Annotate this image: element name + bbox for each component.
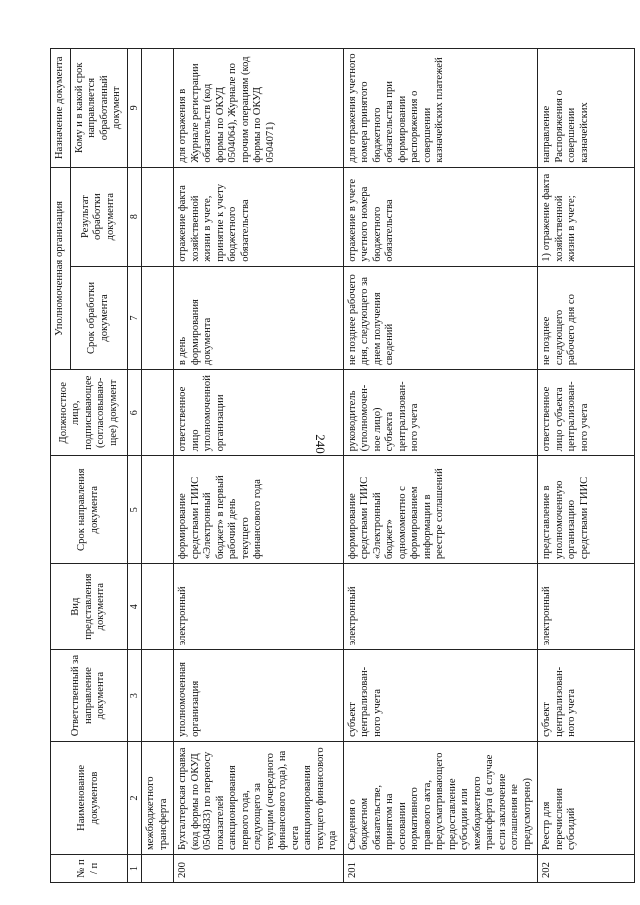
header-processing-deadline: Срок обработки документа bbox=[70, 266, 127, 369]
row-name: Бухгалтерская справка (код формы по ОКУД 0504833) по переносу показателей санкционирования первого года, следующего за текущим (очередного финансового года), на счета санкционирования текущего финансового года bbox=[174, 741, 344, 854]
row-official bbox=[142, 370, 174, 456]
table-row bbox=[538, 49, 635, 883]
header-num: № п / п bbox=[51, 855, 128, 883]
column-number: 3 bbox=[127, 650, 142, 742]
header-result: Результат обработки документа bbox=[70, 167, 127, 266]
table-row bbox=[174, 49, 344, 883]
row-name: Сведения о бюджетном обязательстве, принятом на основании нормативного правового акта, предусматривающего предоставление субсидии или межбюджетного трансферта (в случае если заключение соглашения не предусмотрено) bbox=[343, 741, 538, 854]
row-result bbox=[142, 167, 174, 266]
header-group-purpose: Назначение документа bbox=[51, 49, 71, 168]
header-name: Наименование документов bbox=[51, 741, 128, 854]
row-recipient: для отражения в Журнале регистрации обязательств (код формы по ОКУД 0504064), Журнале по прочим операциям (код формы по ОКУД 0504071) bbox=[174, 49, 344, 168]
table-row bbox=[142, 49, 174, 883]
row-result: 1) отражение факта хозяйственной жизни в учете; bbox=[538, 167, 635, 266]
row-responsible: субъект централизован- ного учета bbox=[343, 650, 538, 742]
header-responsible: Ответственный за направление документа bbox=[51, 650, 128, 742]
row-deadline: представление в уполномоченную организацию средствами ГИИС bbox=[538, 456, 635, 564]
row-recipient bbox=[142, 49, 174, 168]
row-name: Реестр для перечисления субсидий bbox=[538, 741, 635, 854]
column-number: 4 bbox=[127, 564, 142, 650]
row-official: ответственное лицо уполномоченной организации bbox=[174, 370, 344, 456]
column-number: 9 bbox=[127, 49, 142, 168]
header-official: Должностное лицо, подписывающее (согласовываю- щее) документ bbox=[51, 370, 128, 456]
row-form: электронный bbox=[174, 564, 344, 650]
row-processing: не позднее рабочего дня, следующего за днем получения сведений bbox=[343, 266, 538, 369]
row-name: межбюджетного трансферта bbox=[142, 741, 174, 854]
row-result: отражение в учете учетного номера бюджетного обязательства bbox=[343, 167, 538, 266]
column-number: 8 bbox=[127, 167, 142, 266]
header-form: Вид представления документа bbox=[51, 564, 128, 650]
row-form: электронный bbox=[343, 564, 538, 650]
column-number: 1 bbox=[127, 855, 142, 883]
row-processing: в день формирования документа bbox=[174, 266, 344, 369]
row-recipient: для отражения учетного номера принятого бюджетного обязательства при формировании распоряжения о совершении казначейских платежей bbox=[343, 49, 538, 168]
row-responsible: уполномоченная организация bbox=[174, 650, 344, 742]
header-deadline: Срок направления документа bbox=[51, 456, 128, 564]
row-processing: не позднее следующего рабочего дня со bbox=[538, 266, 635, 369]
document-table bbox=[50, 48, 635, 883]
row-deadline: формирование средствами ГИИС «Электронный бюджет» одномоментно с формированием информации в реестре соглашений bbox=[343, 456, 538, 564]
page-number: 240 bbox=[313, 434, 328, 454]
row-responsible: субъект централизован- ного учета bbox=[538, 650, 635, 742]
row-num bbox=[142, 855, 174, 883]
table-row bbox=[343, 49, 538, 883]
row-result: отражение факта хозяйственной жизни в учете, принятие к учету бюджетного обязательства bbox=[174, 167, 344, 266]
row-form: электронный bbox=[538, 564, 635, 650]
row-recipient: направление Распоряжения о совершении казначейских bbox=[538, 49, 635, 168]
row-deadline: формирование средствами ГИИС «Электронный бюджет» в первый рабочий день текущего финансового года bbox=[174, 456, 344, 564]
header-recipient: Кому и в какой срок направляется обработанный документ bbox=[70, 49, 127, 168]
row-official: руководитель (уполномочен- ное лицо) субъекта централизован- ного учета bbox=[343, 370, 538, 456]
row-num: 202 bbox=[538, 855, 635, 883]
row-num: 201 bbox=[343, 855, 538, 883]
column-number: 7 bbox=[127, 266, 142, 369]
row-deadline bbox=[142, 456, 174, 564]
row-num: 200 bbox=[174, 855, 344, 883]
column-number: 5 bbox=[127, 456, 142, 564]
row-form bbox=[142, 564, 174, 650]
header-group-authorized: Уполномоченная организация bbox=[51, 167, 71, 370]
row-responsible bbox=[142, 650, 174, 742]
header-row-1 bbox=[51, 49, 71, 883]
row-official: ответственное лицо субъекта централизован- ного учета bbox=[538, 370, 635, 456]
rotated-table-page bbox=[50, 48, 610, 883]
column-number: 2 bbox=[127, 741, 142, 854]
column-number-row bbox=[127, 49, 142, 883]
column-number: 6 bbox=[127, 370, 142, 456]
row-processing bbox=[142, 266, 174, 369]
